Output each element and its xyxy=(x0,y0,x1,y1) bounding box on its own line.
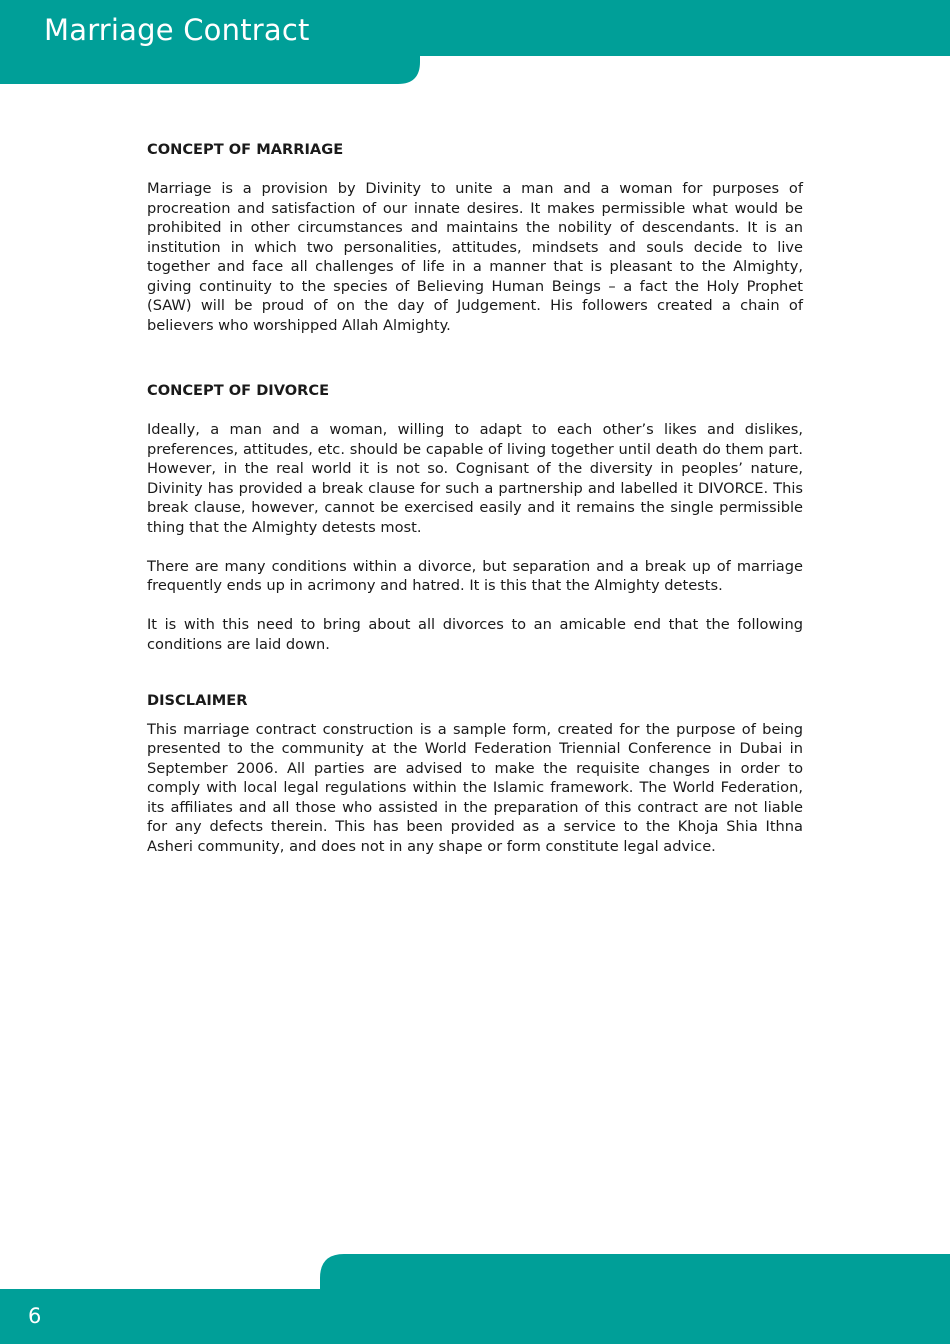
document-body xyxy=(147,140,803,856)
paragraph: Marriage is a provision by Divinity to unite a man and a woman for purposes of procreation and satisfaction of our innate desires. It makes permissible what would be prohibited in other circumstances and maintains the nobility of descendants. It is an institution in which two personalities, attitudes, mindsets and souls decide to live together and face all challenges of life in a manner that is pleasant to the Almighty, giving continuity to the species of Believing Human Beings – a fact the Holy Prophet (SAW) will be proud of on the day of Judgement. His followers created a chain of believers who worshipped Allah Almighty. xyxy=(147,180,803,334)
paragraph: This marriage contract construction is a sample form, created for the purpose of being presented to the community at the World Federation Triennial Conference in Dubai in September 2006. All parties are advised to make the requisite changes in order to comply with local legal regulations within the Islamic framework. The World Federation, its affiliates and all those who assisted in the preparation of this contract are not liable for any defects therein. This has been provided as a service to the Khoja Shia Ithna Asheri community, and does not in any shape or form constitute legal advice. xyxy=(147,720,803,855)
document-title: Marriage Contract xyxy=(44,13,310,47)
section-concept-of-marriage xyxy=(147,140,803,335)
paragraph: There are many conditions within a divorce, but separation and a break up of marriage frequently ends up in acrimony and hatred. It is this that the Almighty detests. xyxy=(147,557,803,594)
section-heading: CONCEPT OF DIVORCE xyxy=(147,382,330,399)
page-number: 6 xyxy=(28,1304,42,1328)
section-concept-of-divorce xyxy=(147,381,803,654)
footer-band xyxy=(0,1254,950,1344)
footer-band-fill xyxy=(0,1254,950,1344)
paragraph: It is with this need to bring about all divorces to an amicable end that the following conditions are laid down. xyxy=(147,616,803,653)
paragraph: Ideally, a man and a woman, willing to adapt to each other’s likes and dislikes, preferences, attitudes, etc. should be capable of living together until death do them part. However, in the real world it is not so. Cognisant of the diversity in peoples’ nature, Divinity has provided a break clause for such a partnership and labelled it DIVORCE. This break clause, however, cannot be exercised easily and it remains the single permissible thing that the Almighty detests most. xyxy=(147,421,803,536)
section-heading: DISCLAIMER xyxy=(147,692,248,709)
section-heading: CONCEPT OF MARRIAGE xyxy=(147,141,344,158)
footer-band-shape xyxy=(0,1254,950,1344)
section-disclaimer xyxy=(147,691,803,856)
